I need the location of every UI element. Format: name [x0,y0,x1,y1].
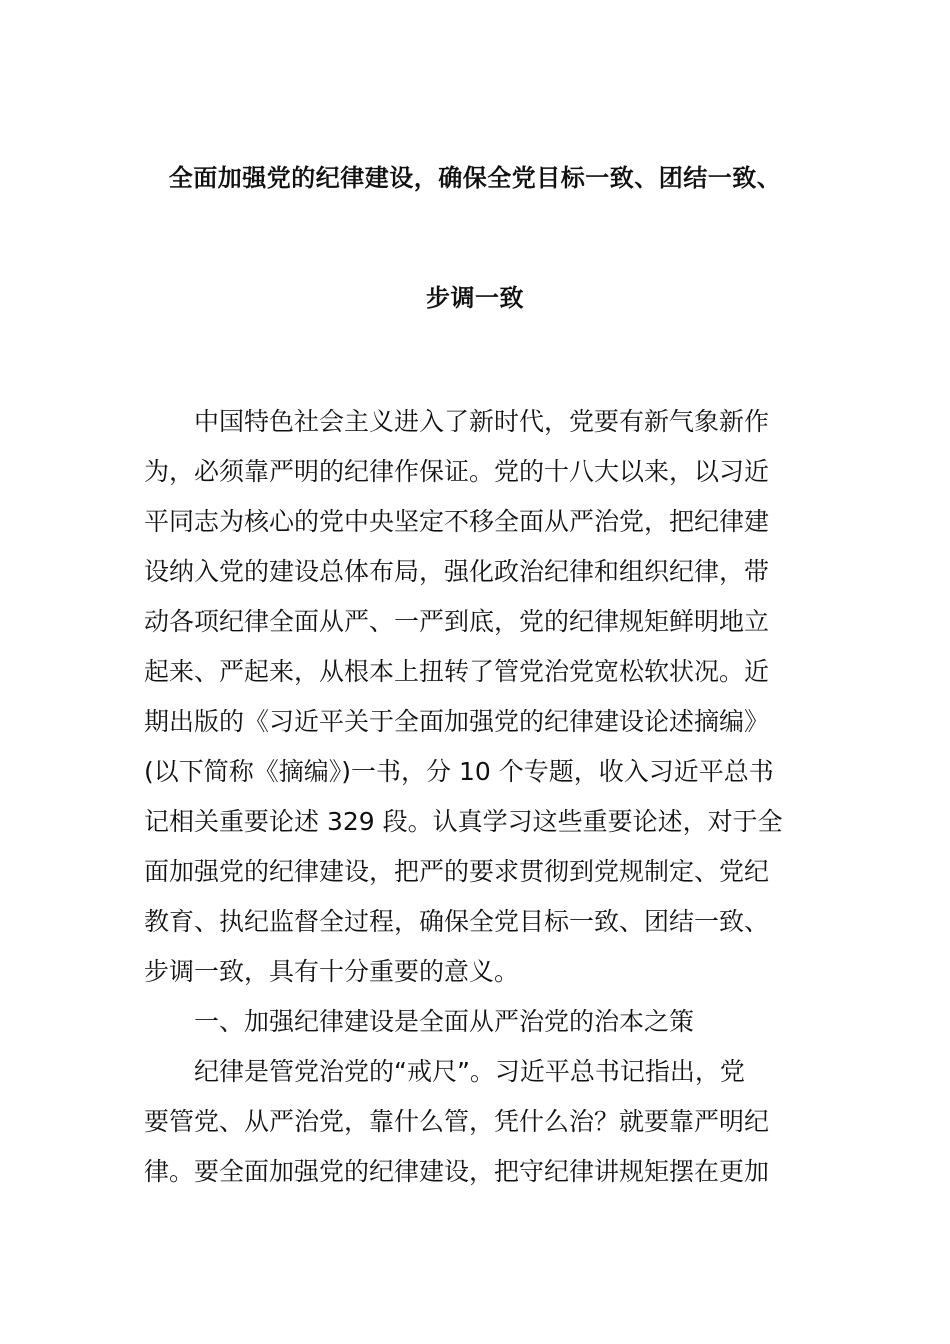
paragraph-line: 设纳入党的建设总体布局，强化政治纪律和组织纪律，带 [144,557,770,586]
paragraph-line: 步调一致，具有十分重要的意义。 [144,957,520,986]
paragraph-line: 律。要全面加强党的纪律建设，把守纪律讲规矩摆在更加 [144,1157,770,1186]
document-title-line-1: 全面加强党的纪律建设，确保全党目标一致、团结一致、 [168,164,782,192]
paragraph-line: 中国特色社会主义进入了新时代，党要有新气象新作 [194,407,770,436]
paragraph-line: 记相关重要论述 329 段。认真学习这些重要论述，对于全 [144,807,783,836]
paragraph-line: 期出版的《习近平关于全面加强党的纪律建设论述摘编》 [144,707,770,736]
document-body [144,397,814,1197]
paragraph-1 [144,397,814,997]
section-heading-1: 一、加强纪律建设是全面从严治党的治本之策 [194,1007,695,1036]
paragraph-line: 为，必须靠严明的纪律作保证。党的十八大以来，以习近 [144,457,770,486]
paragraph-line: 起来、严起来，从根本上扭转了管党治党宽松软状况。近 [144,657,770,686]
paragraph-line: 平同志为核心的党中央坚定不移全面从严治党，把纪律建 [144,507,770,536]
paragraph-line: 教育、执纪监督全过程，确保全党目标一致、团结一致、 [144,907,770,936]
paragraph-2 [144,1047,814,1197]
paragraph-line: 动各项纪律全面从严、一严到底，党的纪律规矩鲜明地立 [144,607,770,636]
paragraph-line: 要管党、从严治党，靠什么管，凭什么治？就要靠严明纪 [144,1107,770,1136]
paragraph-line: 纪律是管党治党的“戒尺”。习近平总书记指出，党 [194,1057,745,1086]
paragraph-line: 面加强党的纪律建设，把严的要求贯彻到党规制定、党纪 [144,857,770,886]
paragraph-line: (以下简称《摘编》)一书，分 10 个专题，收入习近平总书 [144,757,774,786]
document-title-line-2: 步调一致 [426,284,524,312]
